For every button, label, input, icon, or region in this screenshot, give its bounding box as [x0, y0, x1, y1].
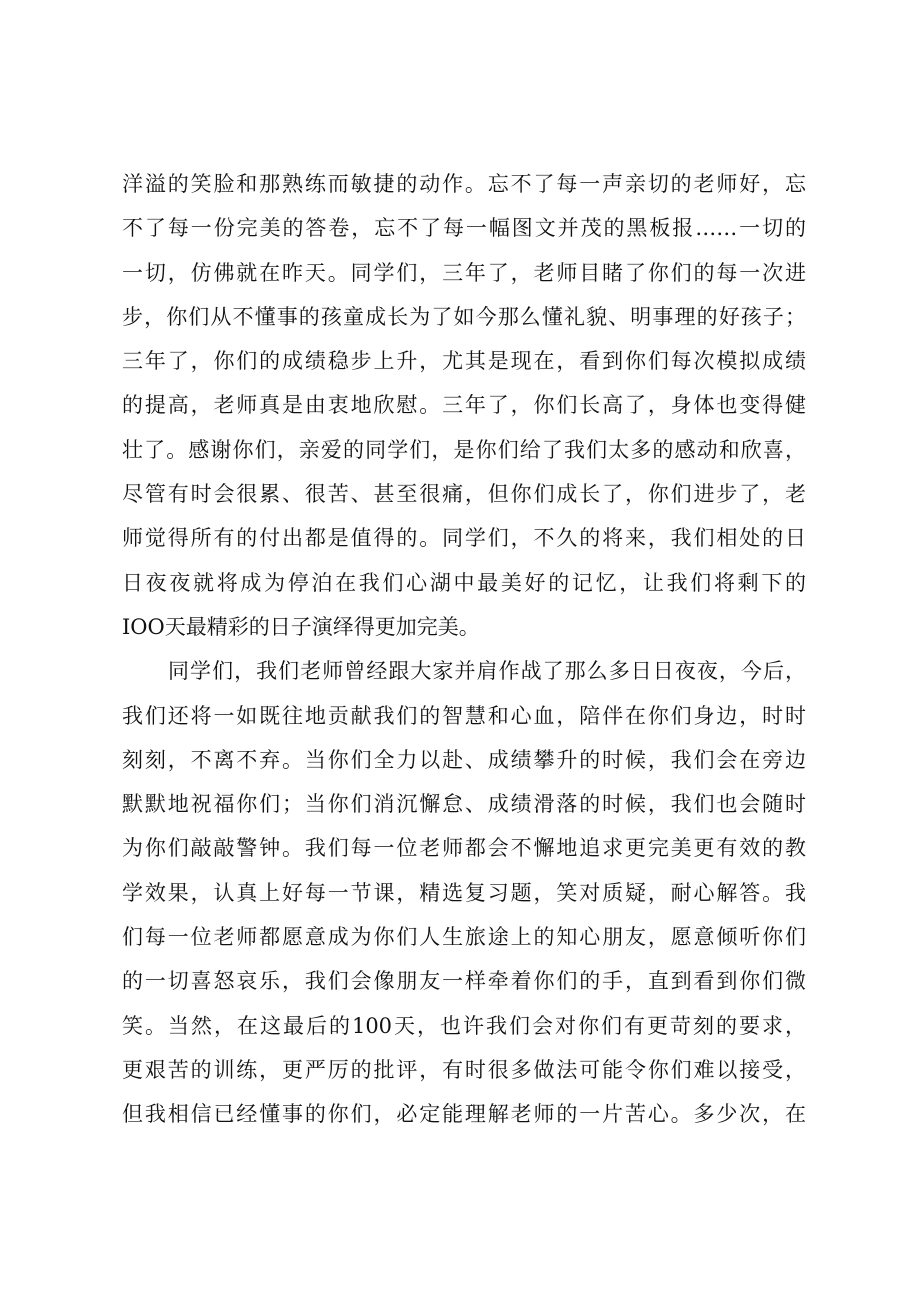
text-line: 尽管有时会很累、很苦、甚至很痛，但你们成长了，你们进步了，老: [122, 482, 806, 507]
text-line: IOO天最精彩的日子演绎得更加完美。: [122, 614, 480, 639]
text-line: 不了每一份完美的答卷，忘不了每一幅图文并茂的黑板报……一切的: [122, 216, 806, 241]
text-line-first: 同学们，我们老师曾经跟大家并肩作战了那么多日日夜夜，今后，: [168, 659, 806, 684]
text-line: 们每一位老师都愿意成为你们人生旅途上的知心朋友，愿意倾听你们: [122, 925, 806, 950]
text-line: 步，你们从不懂事的孩童成长为了如今那么懂礼貌、明事理的好孩子；: [122, 304, 806, 329]
paragraph-1: [122, 162, 806, 649]
text-line: 默默地祝福你们；当你们消沉懈怠、成绩滑落的时候，我们也会随时: [122, 792, 806, 817]
text-line: 我们还将一如既往地贡献我们的智慧和心血，陪伴在你们身边，时时: [122, 703, 806, 728]
text-line: 一切，仿佛就在昨天。同学们，三年了，老师目睹了你们的每一次进: [122, 260, 806, 285]
text-line: 为你们敲敲警钟。我们每一位老师都会不懈地追求更完美更有效的教: [122, 836, 806, 861]
text-line: 三年了，你们的成绩稳步上升，尤其是现在，看到你们每次模拟成绩: [122, 349, 806, 374]
text-line: 洋溢的笑脸和那熟练而敏捷的动作。忘不了每一声亲切的老师好，忘: [122, 172, 806, 196]
text-line: 的一切喜怒哀乐，我们会像朋友一样牵着你们的手，直到看到你们微: [122, 969, 806, 994]
text-line: 更艰苦的训练，更严厉的批评，有时很多做法可能令你们难以接受，: [122, 1057, 806, 1082]
text-line: 的提高，老师真是由衷地欣慰。三年了，你们长高了，身体也变得健: [122, 393, 806, 418]
paragraph-2: [122, 649, 806, 1136]
text-line: 刻刻，不离不弃。当你们全力以赴、成绩攀升的时候，我们会在旁边: [122, 747, 806, 772]
text-line: 壮了。感谢你们，亲爱的同学们，是你们给了我们太多的感动和欣喜，: [122, 437, 806, 462]
document-body: [122, 162, 806, 1137]
text-line: 学效果，认真上好每一节课，精选复习题，笑对质疑，耐心解答。我: [122, 880, 806, 905]
text-line: 笑。当然，在这最后的100天，也许我们会对你们有更苛刻的要求，: [122, 1013, 806, 1038]
text-line: 但我相信已经懂事的你们，必定能理解老师的一片苦心。多少次，在: [122, 1102, 806, 1127]
text-line: 师觉得所有的付出都是值得的。同学们，不久的将来，我们相处的日: [122, 526, 806, 551]
text-line: 日夜夜就将成为停泊在我们心湖中最美好的记忆，让我们将剩下的: [122, 570, 806, 595]
